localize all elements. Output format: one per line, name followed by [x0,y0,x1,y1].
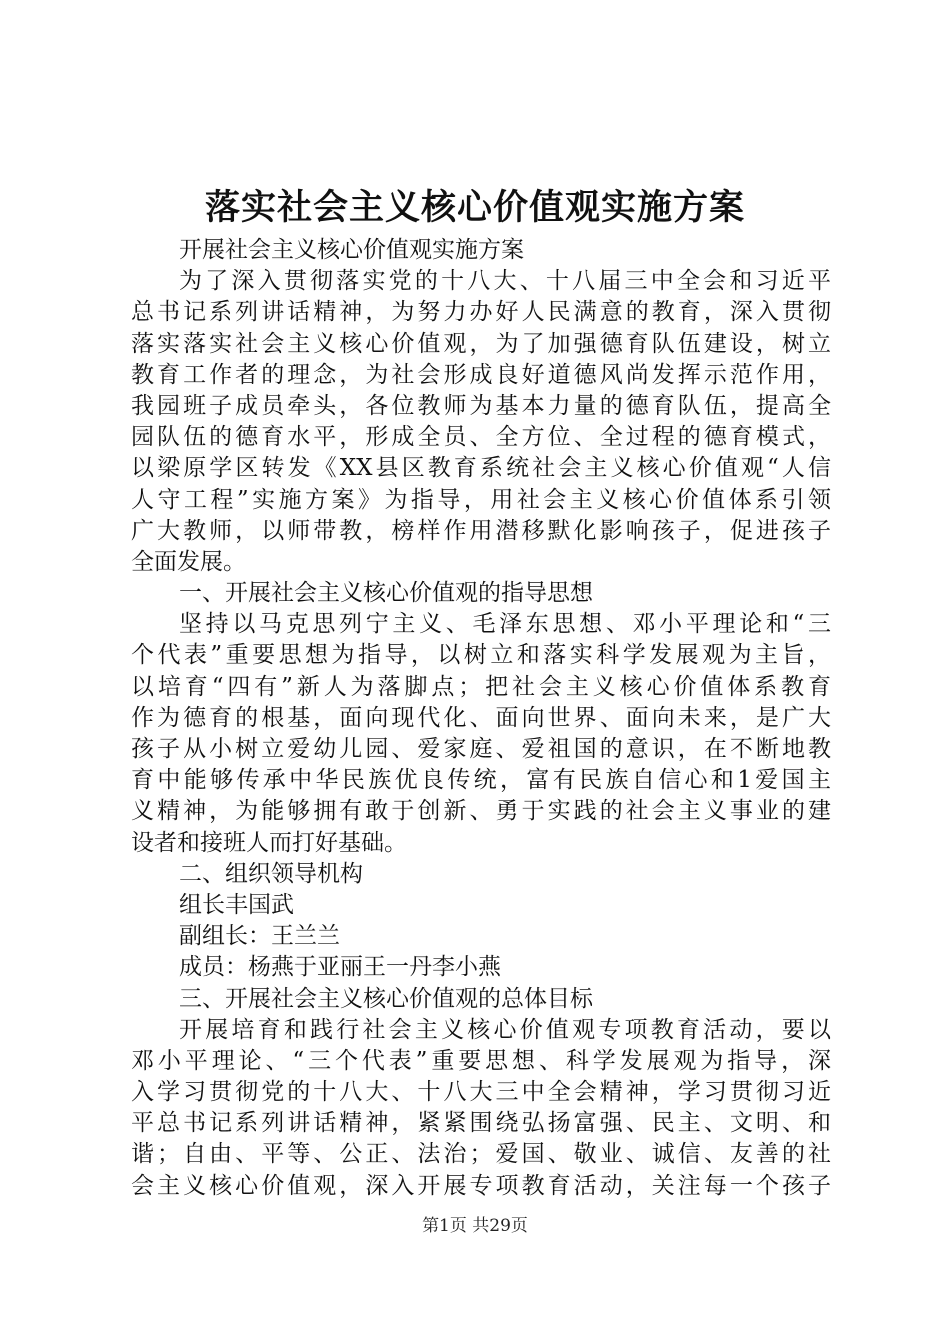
body-line: 以梁原学区转发《XX县区教育系统社会主义核心价值观“人信 [131,455,831,482]
body-line: 广大教师，以师带教，榜样作用潜移默化影响孩子，促进孩子 [131,517,831,544]
section-heading: 一、开展社会主义核心价值观的指导思想 [179,580,593,607]
section-heading: 三、开展社会主义核心价值观的总体目标 [179,985,593,1012]
body-line: 入学习贯彻党的十八大、十八大三中全会精神，学习贯彻习近 [131,1079,831,1106]
body-line: 育中能够传承中华民族优良传统，富有民族自信心和1爱国主 [131,767,831,794]
body-line: 成员：杨燕于亚丽王一丹李小燕 [179,954,501,981]
body-line: 人守工程”实施方案》为指导，用社会主义核心价值体系引领 [131,486,831,513]
body-line: 平总书记系列讲话精神，紧紧围绕弘扬富强、民主、文明、和 [131,1110,831,1137]
body-line: 孩子从小树立爱幼儿园、爱家庭、爱祖国的意识，在不断地教 [131,736,831,762]
body-line: 开展社会主义核心价值观实施方案 [179,237,524,263]
section-heading: 二、组织领导机构 [179,860,363,887]
body-line: 以培育“四有”新人为落脚点；把社会主义核心价值体系教育 [131,673,831,700]
body-line: 教育工作者的理念，为社会形成良好道德风尚发挥示范作用， [131,361,831,388]
page-number: 第1页 共29页 [422,1216,528,1236]
body-line: 个代表”重要思想为指导，以树立和落实科学发展观为主旨， [131,642,831,669]
body-line: 园队伍的德育水平，形成全员、全方位、全过程的德育模式， [131,424,831,451]
body-line: 为了深入贯彻落实党的十八大、十八届三中全会和习近平 [179,268,831,295]
body-line: 落实落实社会主义核心价值观，为了加强德育队伍建设，树立 [131,330,831,357]
body-line: 总书记系列讲话精神，为努力办好人民满意的教育，深入贯彻 [131,299,831,326]
body-line: 我园班子成员牵头，各位教师为基本力量的德育队伍，提高全 [131,392,831,419]
body-line: 作为德育的根基，面向现代化、面向世界、面向未来，是广大 [131,704,831,731]
body-line: 组长丰国武 [179,891,294,918]
body-line: 义精神，为能够拥有敢于创新、勇于实践的社会主义事业的建 [131,798,831,825]
body-line: 副组长：王兰兰 [179,923,340,950]
document-title: 落实社会主义核心价值观实施方案 [204,187,745,228]
body-line: 坚持以马克思列宁主义、毛泽东思想、邓小平理论和“三 [179,611,831,638]
body-line: 邓小平理论、“三个代表”重要思想、科学发展观为指导，深 [131,1047,831,1074]
body-line: 谐；自由、平等、公正、法治；爱国、敬业、诚信、友善的社 [131,1141,831,1168]
body-line: 开展培育和践行社会主义核心价值观专项教育活动，要以 [179,1016,831,1043]
body-line: 设者和接班人而打好基础。 [131,829,407,856]
document-body [131,235,831,1202]
body-line: 会主义核心价值观，深入开展专项教育活动，关注每一个孩子 [131,1172,831,1199]
body-line: 全面发展。 [131,548,246,575]
